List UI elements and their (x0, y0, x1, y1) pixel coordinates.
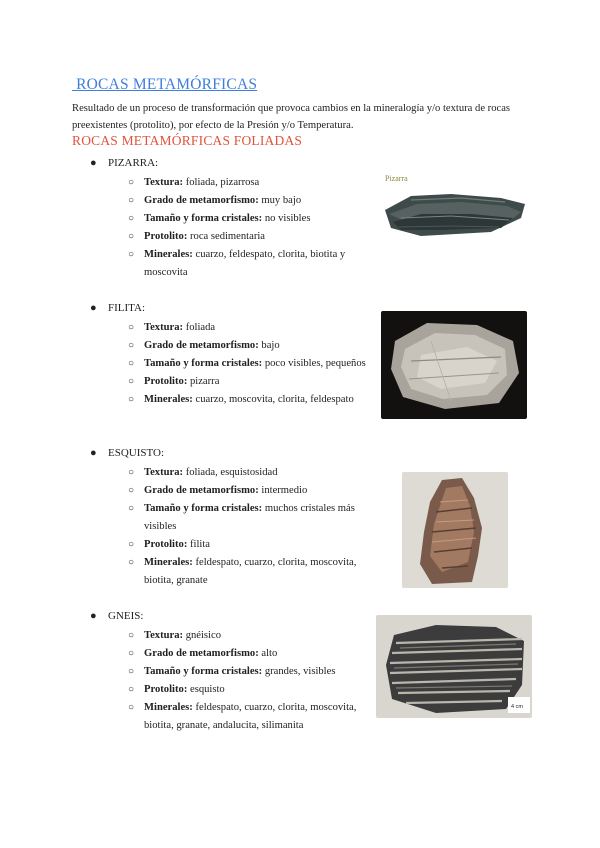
rock-name-pizarra (90, 157, 159, 169)
prop-protolito: ○ Protolito: filita (144, 536, 382, 554)
photo-esquisto (402, 472, 508, 588)
prop-grado: ○ Grado de metamorfismo: muy bajo (144, 192, 379, 210)
prop-tamano: ○ Tamaño y forma cristales: no visibles (144, 210, 379, 228)
rock-name-label: FILITA: (108, 302, 146, 314)
circle-bullet-icon: ○ (128, 249, 135, 260)
bullet-icon: ● (90, 610, 97, 622)
circle-bullet-icon: ○ (128, 702, 135, 713)
schist-rock-image (402, 472, 508, 588)
prop-minerales: ○ Minerales: feldespato, cuarzo, clorita, moscovita, biotita, granate (144, 554, 382, 590)
prop-minerales: ○ Minerales: cuarzo, moscovita, clorita, feldespato (144, 391, 379, 409)
prop-grado: ○ Grado de metamorfismo: bajo (144, 337, 379, 355)
prop-tamano: ○ Tamaño y forma cristales: muchos cristales más visibles (144, 500, 382, 536)
rock-name-gneis (90, 610, 144, 622)
circle-bullet-icon: ○ (128, 231, 135, 242)
rock-props-filita (128, 319, 379, 409)
bullet-icon: ● (90, 157, 97, 169)
prop-grado: ○ Grado de metamorfismo: alto (144, 645, 369, 663)
prop-minerales: ○ Minerales: feldespato, cuarzo, clorita, moscovita, biotita, granate, andalucita, silimanita (144, 699, 369, 735)
prop-tamano: ○ Tamaño y forma cristales: grandes, visibles (144, 663, 369, 681)
photo-gneis (376, 615, 532, 718)
section-title: ROCAS METAMÓRFICAS FOLIADAS (72, 133, 303, 148)
circle-bullet-icon: ○ (128, 213, 135, 224)
page-title: ROCAS METAMÓRFICAS (72, 76, 258, 93)
bullet-icon: ● (90, 447, 97, 459)
circle-bullet-icon: ○ (128, 684, 135, 695)
rock-props-gneis (128, 627, 369, 735)
circle-bullet-icon: ○ (128, 177, 135, 188)
prop-textura: ○ Textura: foliada, pizarrosa (144, 174, 379, 192)
prop-minerales: ○ Minerales: cuarzo, feldespato, clorita, biotita y moscovita (144, 246, 379, 282)
prop-protolito: ○ Protolito: pizarra (144, 373, 379, 391)
phyllite-rock-image (381, 311, 527, 419)
rock-name-label: ESQUISTO: (108, 447, 165, 459)
circle-bullet-icon: ○ (128, 376, 135, 387)
prop-textura: ○ Textura: foliada (144, 319, 379, 337)
photo-filita (381, 311, 527, 419)
prop-protolito: ○ Protolito: esquisto (144, 681, 369, 699)
gneiss-rock-image (376, 615, 532, 718)
circle-bullet-icon: ○ (128, 358, 135, 369)
prop-grado: ○ Grado de metamorfismo: intermedio (144, 482, 382, 500)
circle-bullet-icon: ○ (128, 539, 135, 550)
bullet-icon: ● (90, 302, 97, 314)
circle-bullet-icon: ○ (128, 322, 135, 333)
circle-bullet-icon: ○ (128, 467, 135, 478)
rock-name-filita (90, 302, 146, 314)
prop-textura: ○ Textura: gnéisico (144, 627, 369, 645)
rock-props-esquisto (128, 464, 382, 590)
circle-bullet-icon: ○ (128, 557, 135, 568)
prop-textura: ○ Textura: foliada, esquistosidad (144, 464, 382, 482)
circle-bullet-icon: ○ (128, 648, 135, 659)
intro-paragraph: Resultado de un proceso de transformación que provoca cambios en la mineralogía y/o textura de rocas preexistentes (protolito), por efecto de la Presión y/o Temperatura. (72, 103, 511, 131)
circle-bullet-icon: ○ (128, 503, 135, 514)
prop-tamano: ○ Tamaño y forma cristales: poco visibles, pequeños (144, 355, 379, 373)
circle-bullet-icon: ○ (128, 394, 135, 405)
circle-bullet-icon: ○ (128, 195, 135, 206)
rock-name-label: PIZARRA: (108, 157, 159, 169)
photo-caption: Pizarra (385, 174, 408, 183)
rock-name-label: GNEIS: (108, 610, 144, 622)
circle-bullet-icon: ○ (128, 485, 135, 496)
slate-rock-image (381, 170, 527, 242)
rock-props-pizarra (128, 174, 379, 282)
circle-bullet-icon: ○ (128, 666, 135, 677)
circle-bullet-icon: ○ (128, 340, 135, 351)
rock-name-esquisto (90, 447, 165, 459)
prop-protolito: ○ Protolito: roca sedimentaria (144, 228, 379, 246)
scale-caption: 4 cm (511, 704, 523, 710)
circle-bullet-icon: ○ (128, 630, 135, 641)
photo-pizarra (381, 170, 527, 242)
